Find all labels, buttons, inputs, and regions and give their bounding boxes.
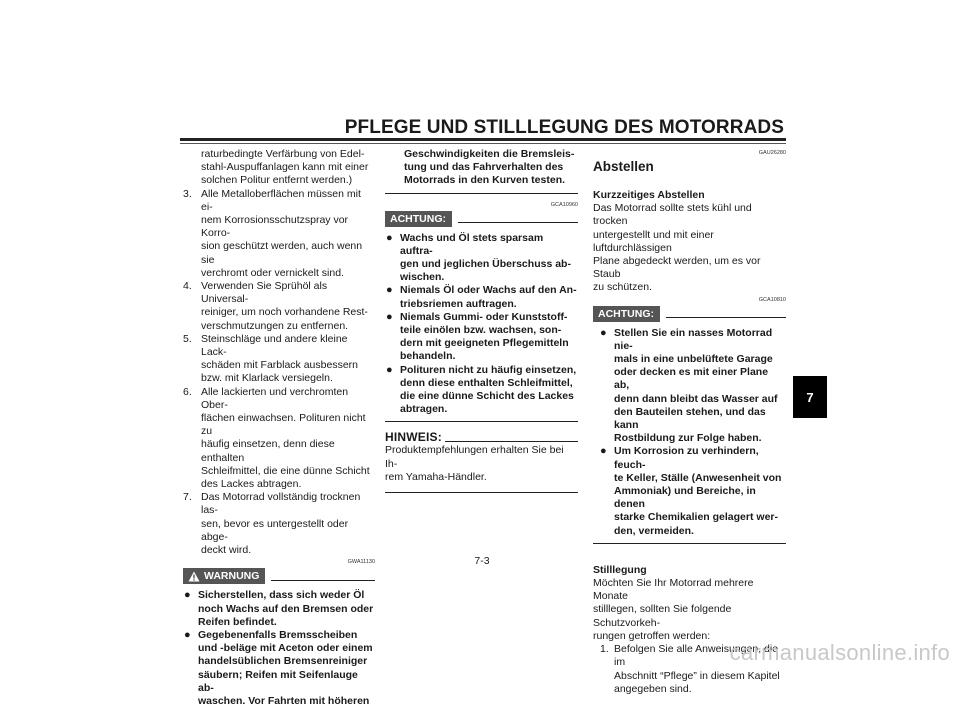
warning-badge <box>183 568 265 584</box>
bullet-icon: ● <box>386 284 393 297</box>
text-line: Alle Metalloberflächen müssen mit ei- <box>201 187 361 213</box>
caution-end-rule <box>385 421 578 422</box>
text-line: noch Wachs auf den Bremsen oder <box>198 602 374 615</box>
list-item <box>183 280 375 333</box>
text-line: reiniger, um noch vorhandene Rest- <box>201 306 368 319</box>
column-middle <box>385 148 578 493</box>
list-item <box>385 311 578 364</box>
text-line: solchen Politur entfernt werden.) <box>201 174 353 187</box>
text-line: stilllegen, sollten Sie folgende Schutzvorkeh- <box>593 603 732 629</box>
header-rule <box>180 138 786 141</box>
list-item <box>183 333 375 386</box>
intro-text <box>183 148 375 188</box>
text-line: bzw. mit Klarlack versiegeln. <box>201 372 333 385</box>
text-line: behandeln. <box>400 350 456 363</box>
list-item <box>183 386 375 492</box>
text-line: Befolgen Sie alle Anweisungen, die im <box>614 643 779 669</box>
caution-code: GCA10960 <box>550 201 578 208</box>
caution-list <box>593 327 786 538</box>
item-number: 3. <box>183 187 192 200</box>
text-line: Niemals Öl oder Wachs auf den An- <box>400 284 577 297</box>
text-line: Das Motorrad vollständig trocknen las- <box>201 491 361 517</box>
text-line: Wachs und Öl stets sparsam auftra- <box>400 231 544 257</box>
note-label: HINWEIS: <box>385 430 442 445</box>
caution-end-rule <box>593 543 786 544</box>
bullet-icon: ● <box>386 231 393 244</box>
text-line: raturbedingte Verfärbung von Edel- <box>201 148 365 160</box>
column-right <box>593 148 786 696</box>
text-line: Produktempfehlungen erhalten Sie bei Ih- <box>385 444 564 470</box>
text-line: rungen getroffen werden: <box>593 629 711 642</box>
text-line: starke Chemikalien gelagert wer- <box>614 511 778 524</box>
text-line: Schleifmittel, die eine dünne Schicht <box>201 464 370 477</box>
text-line: Verwenden Sie Sprühöl als Universal- <box>201 280 328 306</box>
note-rule <box>445 441 578 442</box>
caution-header <box>593 306 786 322</box>
sub-heading: Stilllegung <box>593 563 647 576</box>
caution-badge: ACHTUNG: <box>385 211 452 227</box>
section-title: Abstellen <box>593 159 654 174</box>
text-line: nem Korrosionsschutzspray vor Korro- <box>201 214 349 240</box>
list-item <box>183 491 375 557</box>
chapter-tab: 7 <box>793 376 827 418</box>
bullet-icon: ● <box>600 326 607 339</box>
text-line: säubern; Reifen mit Seifenlauge ab- <box>198 668 358 694</box>
text-line: tung und das Fahrverhalten des <box>404 161 564 174</box>
page-number: 7-3 <box>474 555 490 567</box>
caution-code: GCA10810 <box>758 296 786 303</box>
caution-rule <box>666 317 786 318</box>
warning-triangle-icon <box>188 571 200 582</box>
note-text <box>385 444 578 484</box>
text-line: teile einölen bzw. wachsen, son- <box>400 324 562 337</box>
text-line: schäden mit Farblack ausbessern <box>201 359 358 372</box>
page-title: PFLEGE UND STILLLEGUNG DES MOTORRADS <box>344 117 784 138</box>
sub-heading: Kurzzeitiges Abstellen <box>593 189 705 201</box>
text-line: Um Korrosion zu verhindern, feuch- <box>614 445 759 471</box>
text-line: Das Motorrad sollte stets kühl und trocken <box>593 202 752 228</box>
text-line: rem Yamaha-Händler. <box>385 470 487 483</box>
item-number: 5. <box>183 332 192 345</box>
text-line: Reifen befindet. <box>198 615 277 628</box>
text-line: Geschwindigkeiten die Bremsleis- <box>404 148 575 160</box>
text-line: triebsriemen auftragen. <box>400 297 517 310</box>
list-item <box>385 232 578 285</box>
caution-rule <box>458 222 578 223</box>
text-line: waschen. Vor Fahrten mit höheren <box>198 694 370 707</box>
text-line: Ammoniak) und Bereiche, in denen <box>614 485 756 511</box>
text-line: Niemals Gummi- oder Kunststoff- <box>400 310 568 323</box>
text-line: sen, bevor es untergestellt oder abge- <box>201 517 349 543</box>
text-line: Plane abgedeckt werden, um es vor Staub <box>593 255 761 281</box>
list-item <box>599 445 786 537</box>
item-number: 7. <box>183 491 192 504</box>
text-line: wischen. <box>400 271 445 284</box>
text-line: angegeben sind. <box>614 682 692 695</box>
text-line: deckt wird. <box>201 544 252 557</box>
text-line: untergestellt und mit einer luftdurchlässigen <box>593 228 714 254</box>
text-line: verchromt oder vernickelt sind. <box>201 266 344 279</box>
text-line: Abschnitt “Pflege” in diesem Kapitel <box>614 669 780 682</box>
bullet-icon: ● <box>184 589 191 602</box>
bullet-icon: ● <box>386 310 393 323</box>
warning-list <box>183 589 375 708</box>
text-line: flächen einwachsen. Polituren nicht zu <box>201 412 366 438</box>
text-line: mals in eine unbelüftete Garage <box>614 353 773 366</box>
text-line: des Lackes abtragen. <box>201 478 302 491</box>
text-line: Steinschläge und andere kleine Lack- <box>201 332 348 359</box>
text-line: Gegebenenfalls Bremsscheiben <box>198 628 358 641</box>
text-line: Möchten Sie Ihr Motorrad mehrere Monate <box>593 577 754 603</box>
item-number: 4. <box>183 280 192 293</box>
warning-code: GWA11130 <box>347 559 375 566</box>
warning-label: WARNUNG <box>204 570 260 583</box>
item-number: 6. <box>183 385 192 398</box>
long-paragraph <box>593 577 786 643</box>
list-item <box>183 629 375 708</box>
caution-list <box>385 232 578 417</box>
bullet-icon: ● <box>386 363 393 376</box>
text-line: Rostbildung zur Folge haben. <box>614 432 762 445</box>
item-number: 1. <box>600 643 609 656</box>
text-line: gen und jeglichen Überschuss ab- <box>400 258 571 271</box>
text-line: Sicherstellen, dass sich weder Öl <box>198 589 365 602</box>
warning-end-rule <box>385 193 578 194</box>
list-item <box>385 284 578 310</box>
text-line: oder decken es mit einer Plane ab, <box>614 366 769 392</box>
caution-badge: ACHTUNG: <box>593 306 660 322</box>
text-line: denn diese enthalten Schleifmittel, <box>400 376 573 389</box>
warning-continuation <box>385 148 578 188</box>
text-line: die eine dünne Schicht des Lackes <box>400 390 574 403</box>
text-line: Polituren nicht zu häufig einsetzen, <box>400 363 577 376</box>
bullet-icon: ● <box>600 445 607 458</box>
text-line: Stellen Sie ein nasses Motorrad nie- <box>614 326 773 352</box>
text-line: te Keller, Ställe (Anwesenheit von <box>614 471 782 484</box>
warning-header <box>183 568 375 584</box>
note-header <box>385 431 578 444</box>
text-line: abtragen. <box>400 403 448 416</box>
list-item <box>183 589 375 629</box>
note-end-rule <box>385 492 578 493</box>
bullet-icon: ● <box>184 628 191 641</box>
text-line: häufig einsetzen, denn diese enthalten <box>201 438 335 464</box>
text-line: und -beläge mit Aceton oder einem <box>198 642 373 655</box>
short-paragraph <box>593 202 786 294</box>
text-line: Alle lackierten und verchromten Ober- <box>201 385 349 411</box>
watermark: carmanualsonline.info <box>729 640 950 665</box>
header-rule-thin <box>180 143 786 144</box>
column-left <box>183 148 375 708</box>
text-line: dern mit geeigneten Pflegemitteln <box>400 337 569 350</box>
list-item <box>183 188 375 280</box>
text-line: zu schützen. <box>593 281 652 294</box>
list-item <box>599 327 786 446</box>
warning-rule <box>271 580 375 581</box>
list-item <box>385 364 578 417</box>
section-code: GAU26280 <box>758 150 786 156</box>
text-line: verschmutzungen zu entfernen. <box>201 319 349 332</box>
caution-header <box>385 211 578 227</box>
text-line: den, vermeiden. <box>614 524 694 537</box>
text-line: stahl-Auspuffanlagen kann mit einer <box>201 161 369 174</box>
text-line: denn dann bleibt das Wasser auf <box>614 392 778 405</box>
text-line: Motorrads in den Kurven testen. <box>404 174 566 187</box>
text-line: sion geschützt werden, auch wenn sie <box>201 240 363 266</box>
text-line: den Bauteilen stehen, und das kann <box>614 405 766 432</box>
text-line: handelsüblichen Bremsenreiniger <box>198 655 368 668</box>
